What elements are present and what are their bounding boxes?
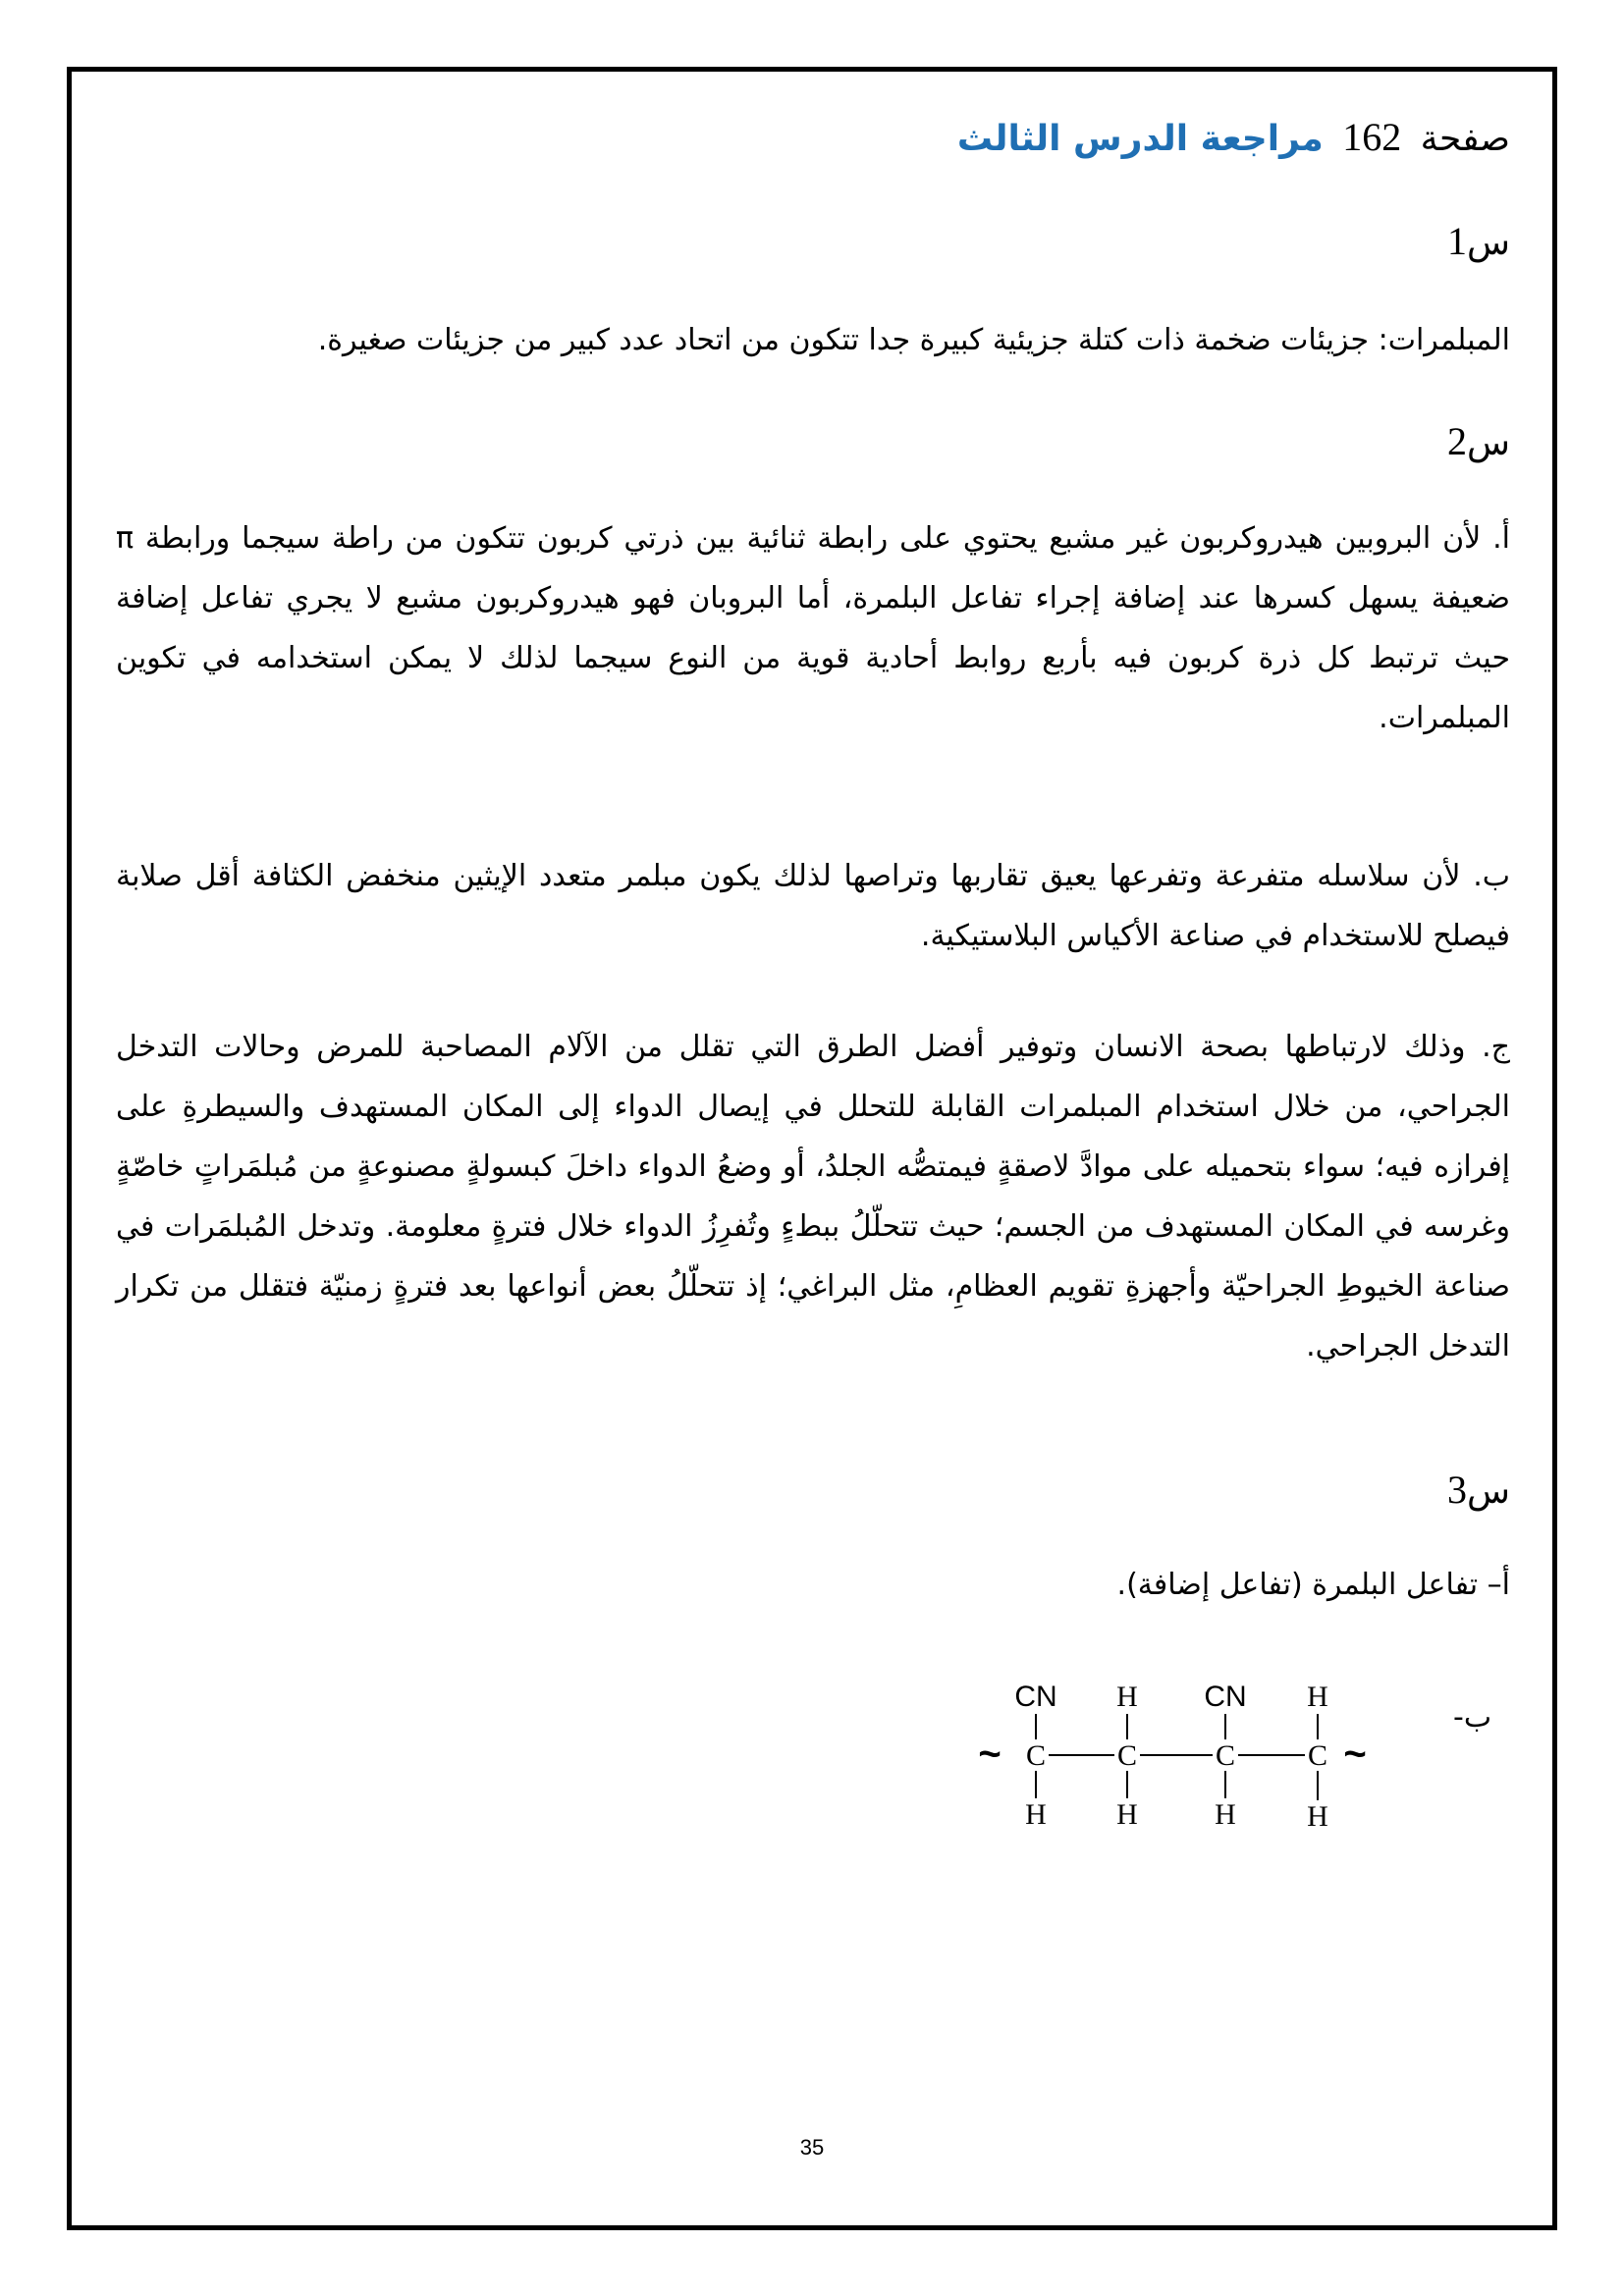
question-2-label xyxy=(116,412,1510,473)
question-3-part-b-label: ب- xyxy=(1453,1700,1492,1735)
question-prefix: س xyxy=(1467,423,1510,463)
question-2-part-c: ج. وذلك لارتباطها بصحة الانسان وتوفير أفضل الطرق التي تقلل من الآلام المصاحبة للمرض وحالات التدخل الجراحي، من خلال استخدام المبلمرات القابلة للتحلل في إيصال الدواء إلى المكان المستهدف والسيطرةِ على إفرازه فيه؛ سواء بتحميله على موادَّ لاصقةٍ فيمتصُّه الجلدُ، أو وضعُ الدواء داخلَ كبسولةٍ مصنوعةٍ من مُبلمَراتٍ خاصّةٍ وغرسه في المكان المستهدف من الجسم؛ حيث تتحلّلُ ببطءٍ وتُفرِزُ الدواء خلال فترةٍ معلومة. وتدخل المُبلمَرات في صناعة الخيوطِ الجراحيّة وأجهزةِ تقويم العظامِ، مثل البراغي؛ إذ تتحلّلُ بعض أنواعها بعد فترةٍ زمنيّة فتقلل من تكرار التدخل الجراحي. xyxy=(116,1030,1510,1363)
structure-bottom-2: H xyxy=(1116,1798,1138,1831)
chain-right-tilde: ~ xyxy=(1343,1733,1367,1776)
polymer-structure-diagram xyxy=(952,1661,1375,1847)
question-3-part-a: أ– تفاعل البلمرة (تفاعل إضافة). xyxy=(1116,1568,1510,1602)
structure-top-1: CN xyxy=(1014,1681,1057,1713)
structure-carbon-4: C xyxy=(1307,1739,1328,1772)
question-number: 2 xyxy=(1447,419,1468,463)
structure-carbon-3: C xyxy=(1215,1739,1236,1772)
question-2-part-a: أ. لأن البروبين هيدروكربون غير مشبع يحتوي على رابطة ثنائية بين ذرتي كربون تتكون من راطة سيجما ورابطة π ضعيفة يسهل كسرها عند إضافة إجراء تفاعل البلمرة، أما البروبان فهو هيدروكربون مشبع لا يجري تفاعل إضافة حيث ترتبط كل ذرة كربون فيه بأربع روابط أحادية قوية من النوع سيجما لذلك لا يمكن استخدامه في تكوين المبلمرات. xyxy=(116,521,1510,735)
question-prefix: س xyxy=(1467,1471,1510,1512)
footer-page-number: 35 xyxy=(799,2135,825,2160)
structure-bottom-4: H xyxy=(1307,1800,1328,1833)
structure-top-2: H xyxy=(1116,1681,1138,1713)
structure-bottom-3: H xyxy=(1215,1798,1236,1831)
structure-carbon-2: C xyxy=(1116,1739,1138,1772)
question-1-label xyxy=(116,212,1510,273)
question-number: 1 xyxy=(1447,219,1468,263)
structure-bonds xyxy=(1036,1714,1318,1800)
structure-bottom-1: H xyxy=(1025,1798,1047,1831)
structure-top-3: CN xyxy=(1204,1681,1247,1713)
page-label: صفحة xyxy=(1420,119,1510,159)
question-prefix: س xyxy=(1467,223,1510,263)
question-3-label xyxy=(116,1461,1510,1522)
question-2-part-b: ب. لأن سلاسله متفرعة وتفرعها يعيق تقاربها وتراصها لذلك يكون مبلمر متعدد الإيثين منخفض الكثافة أقل صلابة فيصلح للاستخدام في صناعة الأكياس البلاستيكية. xyxy=(116,859,1510,953)
page-heading xyxy=(116,108,1510,169)
chain-left-tilde: ~ xyxy=(978,1733,1001,1776)
structure-carbon-1: C xyxy=(1025,1739,1047,1772)
textbook-page-number: 162 xyxy=(1342,115,1402,159)
question-1-answer: المبلمرات: جزيئات ضخمة ذات كتلة جزيئية كبيرة جدا تتكون من اتحاد عدد كبير من جزيئات صغيرة. xyxy=(317,323,1510,357)
question-number: 3 xyxy=(1447,1468,1468,1512)
structure-top-4: H xyxy=(1307,1681,1328,1713)
review-title: مراجعة الدرس الثالث xyxy=(956,119,1324,159)
